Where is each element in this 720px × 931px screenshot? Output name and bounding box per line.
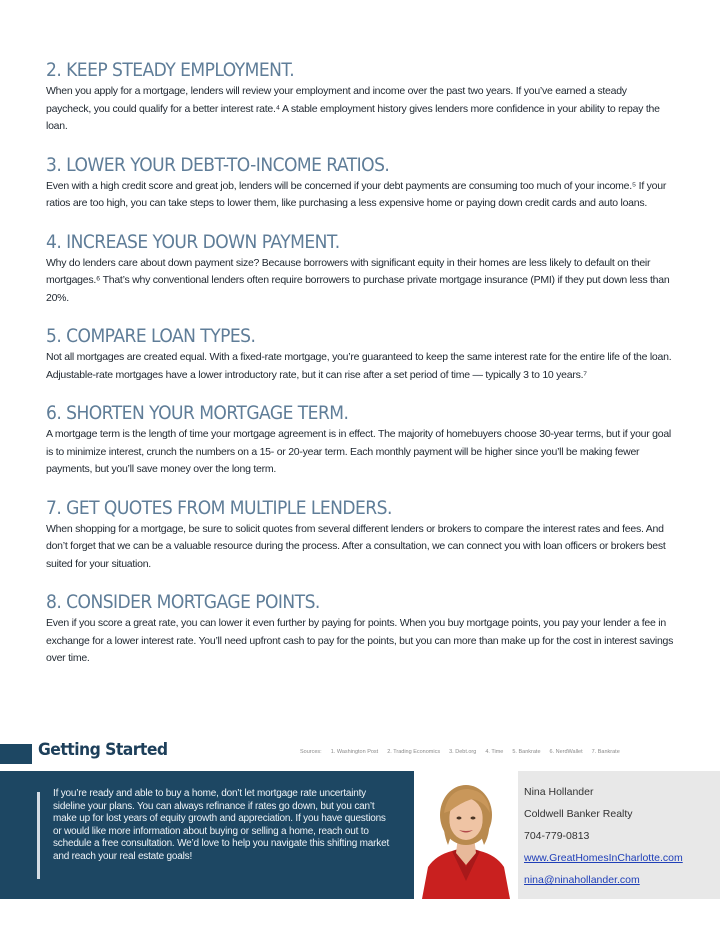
source-item: 3. Debt.org: [449, 749, 477, 755]
agent-phone: 704-779-0813: [524, 830, 590, 842]
source-item: 5. Bankrate: [512, 749, 541, 755]
section-title: 8. CONSIDER MORTGAGE POINTS.: [46, 591, 320, 613]
section-body: Even with a high credit score and great job, lenders will be concerned if your debt payments are consuming too much of your income.⁵ If your ratios are too high, you can take steps to lower them, like purchasing a less expensive home or paying down credit cards and auto loans.: [46, 179, 667, 209]
section-title: 3. LOWER YOUR DEBT-TO-INCOME RATIOS.: [46, 153, 390, 176]
agent-photo: [414, 771, 518, 899]
section-body: Why do lenders care about down payment size? Because borrowers with significant equity in their homes are less likely to default on their mortgages.⁶ That’s why conventional lenders often require borrowers to purchase private mortgage insurance (PMI) if they put down less than 20%.: [46, 256, 670, 304]
section-steady-employment: [46, 58, 674, 136]
section-body: Not all mortgages are created equal. With a fixed-rate mortgage, you’re guaranteed to keep the same interest rate for the entire life of the loan. Adjustable-rate mortgages have a lower introductory rate, but it can rise after a set period of time — typically 3 to 10 years.⁷: [46, 351, 672, 381]
agent-company: Coldwell Banker Realty: [524, 808, 633, 820]
section-body: A mortgage term is the length of time your mortgage agreement is in effect. The majority of homebuyers choose 30-year terms, but if your goal is to minimize interest, crunch the numbers on a 15- or 20-year term. Each monthly payment will be higher since you’ll be making fewer payments, but you’ll save money over the long term.: [46, 428, 672, 475]
source-item: 2. Trading Economics: [387, 749, 441, 755]
cta-divider: [37, 792, 40, 879]
section-title: 2. KEEP STEADY EMPLOYMENT.: [46, 59, 295, 81]
source-item: 6. NerdWallet: [549, 749, 583, 755]
contact-panel: [518, 771, 720, 899]
section-title: 5. COMPARE LOAN TYPES.: [46, 325, 256, 347]
sources-list: [300, 749, 692, 755]
section-loan-types: [46, 324, 674, 384]
section-body: Even if you score a great rate, you can lower it even further by paying for points. When you buy mortgage points, you pay your lender a fee in exchange for a lower interest rate. You’ll need upfront cash to pay for the points, but you can more than make up for the cost in interest savings over time.: [46, 617, 674, 664]
source-item: Sources:: [300, 749, 322, 755]
source-item: 4. Time: [485, 749, 504, 755]
section-mortgage-term: [46, 401, 674, 479]
article-content: [46, 58, 674, 685]
section-multiple-lenders: [46, 496, 674, 574]
section-body: When you apply for a mortgage, lenders will review your employment and income over the past two years. If you’ve earned a steady paycheck, you could qualify for a better interest rate.⁴ A stable employment history gives lenders more confidence in your ability to repay the loan.: [46, 85, 660, 132]
section-body: When shopping for a mortgage, be sure to solicit quotes from several different lenders or brokers to compare the interest rates and fees. And don’t forget that we can be a valuable resource during the process. After a consultation, we can connect you with loan officers or brokers best suited for your situation.: [46, 522, 666, 570]
agent-website-link[interactable]: www.GreatHomesInCharlotte.com: [524, 852, 683, 864]
section-mortgage-points: [46, 590, 674, 668]
section-title: 7. GET QUOTES FROM MULTIPLE LENDERS.: [46, 496, 392, 519]
agent-portrait-image: [414, 771, 518, 899]
agent-email-link[interactable]: nina@ninahollander.com: [524, 874, 640, 886]
section-down-payment: [46, 230, 674, 308]
source-item: 7. Bankrate: [591, 749, 620, 755]
section-title: 6. SHORTEN YOUR MORTGAGE TERM.: [46, 402, 349, 424]
footer-title: Getting Started: [38, 740, 168, 760]
section-debt-to-income: [46, 153, 674, 213]
section-title: 4. INCREASE YOUR DOWN PAYMENT.: [46, 230, 340, 253]
agent-name: Nina Hollander: [524, 786, 594, 798]
source-item: 1. Washington Post: [330, 749, 379, 755]
footer-accent-bar: [0, 744, 32, 764]
cta-text: If you’re ready and able to buy a home, don’t let mortgage rate uncertainty sideline your plans. You can always refinance if rates go down, but you can’t make up for lost years of equity growth and appreciation. If you have questions or would like more information about buying or selling a home, reach out to schedule a free consultation. We’d love to help you navigate this shifting market and reach your real estate goals!: [53, 788, 390, 862]
